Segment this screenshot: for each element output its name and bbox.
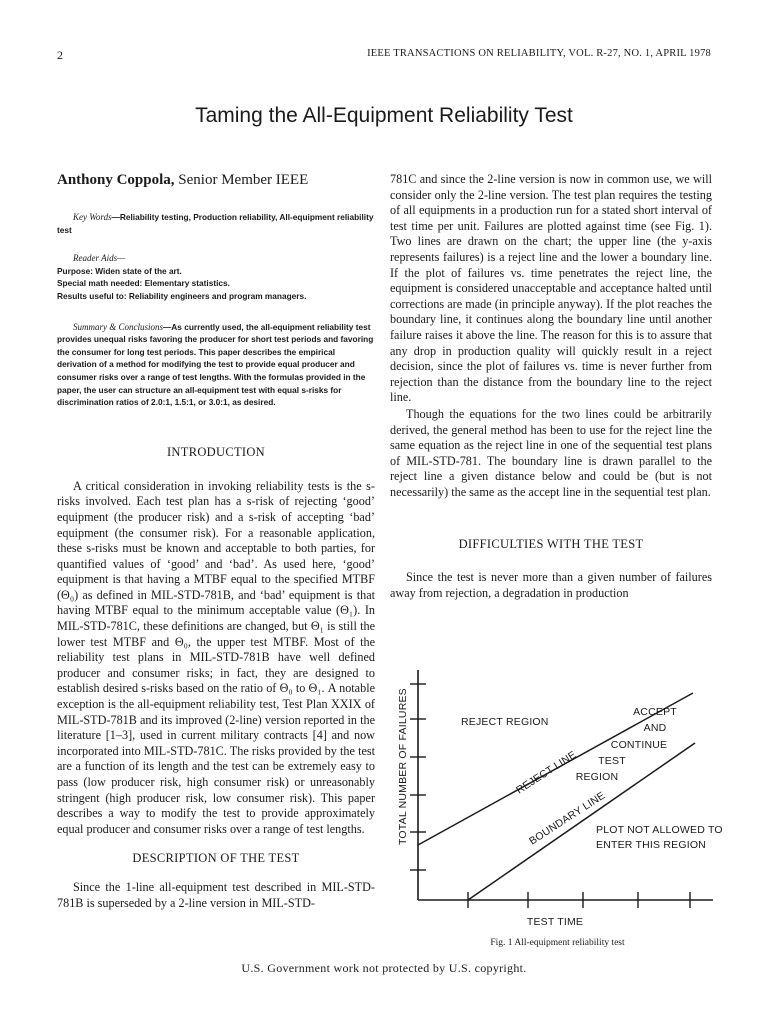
left-column xyxy=(57,172,375,912)
paper-title: Taming the All-Equipment Reliability Test xyxy=(195,104,573,127)
accept-region-line-1: ACCEPT xyxy=(633,706,677,718)
reject-line-label: REJECT LINE xyxy=(514,748,579,797)
running-head: IEEE TRANSACTIONS ON RELIABILITY, VOL. R-27, NO. 1, APRIL 1978 xyxy=(367,48,711,59)
description-continued-paragraph: 781C and since the 2-line version is now in common use, we will consider only the 2-line version. The test plan requires the testing of all equipments in a production run for a stated short interval of test time per unit. Failures are plotted against time (see Fig. 1). Two lines are drawn on the chart; the upper line (the y-axis represents failures) is a reject line and the lower a boundary line. If the plot of failures vs. time penetrates the reject line, the equipment is considered unacceptable and acceptance halted until corrections are made (in principle anyway). If the plot reaches the boundary line, it continues along the boundary line until another failure raises it above the line. The reason for this is to assure that any drop in production quality will quickly result in a reject decision, since the plot of failures vs. time is never further from rejection than the distance from the boundary line to the reject line. xyxy=(390,172,712,405)
description-equations-paragraph: Though the equations for the two lines could be arbitrarily derived, the general method has been to use for the reject line the same equation as the reject line in one of the sequential test plans of MIL-STD-781. The boundary line is drawn parallel to the reject line a given distance below and could be (but is not necessarily) the same as the accept line in the sequential test plan. xyxy=(390,406,712,499)
summary-text: —As currently used, the all-equipment reliability test provides unequal risks favoring the producer for short test periods and favoring the consumer for long test periods. This paper describes the empirical derivation of a method for modifying the test to provide equal producer and consumer risks over a range of test lengths. With the formulas provided in the paper, the user can structure an all-equipment test with equal s-risks for discrimination ratios of 2.0:1, 1.5:1, or 3.0:1, as desired. xyxy=(57,321,374,408)
introduction-paragraph: A critical consideration in invoking reliability tests is the s-risks involved. Each test plan has a s-risk of rejecting ‘good’ equipment (the producer risk) and a s-risk of accepting ‘bad’ equipment (the consumer risk). For a reasonable application, these s-risks must be known and acceptable to both parties, for quantified values of ‘good’ and ‘bad’. As used here, ‘good’ equipment is that having a MTBF equal to the specified MTBF (Θ₀) as defined in MIL-STD-781B, and ‘bad’ equipment is that having MTBF equal to the minimum acceptable value (Θ₁). In MIL-STD-781C, these definitions are changed, but Θ₁ is still the lower test MTBF and Θ₀, the upper test MTBF. Most of the reliability test plans in MIL-STD-781B have well defined producer and consumer risks; in fact, they are designed to establish desired s-risks based on the ratio of Θ₀ to Θ₁. A notable exception is the all-equipment reliability test, Test Plan XXIX of MIL-STD-781B and its improved (2-line) version reported in the literature [1–3], used in current military contracts [4] and now incorporated into MIL-STD-781C. The risks provided by the test are a function of its length and the test can be extremely easy to pass (low producer risk, high consumer risk) or unreasonably stringent (high producer risk, low consumer risk). This paper describes a way to modify the test to provide approximately equal producer and consumer risks over a range of test lengths. xyxy=(57,478,375,836)
boundary-line-label: BOUNDARY LINE xyxy=(527,789,608,848)
difficulties-paragraph: Since the test is never more than a given number of failures away from rejection, a degradation in production xyxy=(390,570,712,601)
key-words-text: —Reliability testing, Production reliability, All-equipment reliability test xyxy=(57,212,374,235)
accept-region-line-2: AND xyxy=(643,722,667,734)
author-name: Anthony Coppola, xyxy=(57,172,175,188)
not-allowed-region-line-1: PLOT NOT ALLOWED TO xyxy=(596,824,723,836)
boundary-line xyxy=(468,743,695,900)
page-number: 2 xyxy=(57,48,63,62)
figure-1 xyxy=(388,668,723,932)
y-axis-label: TOTAL NUMBER OF FAILURES xyxy=(397,688,409,845)
figure-1-diagram xyxy=(388,668,723,932)
not-allowed-region-line-2: ENTER THIS REGION xyxy=(596,839,706,851)
reader-aids-purpose: Purpose: Widen state of the art. xyxy=(57,265,182,276)
reader-aids-label: Reader Aids— xyxy=(73,253,126,264)
x-axis-label: TEST TIME xyxy=(526,916,584,928)
figure-caption: Fig. 1 All-equipment reliability test xyxy=(490,938,625,948)
summary-label: Summary & Conclusions xyxy=(73,321,163,332)
difficulties-heading: DIFFICULTIES WITH THE TEST xyxy=(458,537,644,552)
description-heading: DESCRIPTION OF THE TEST xyxy=(132,851,300,866)
copyright-notice: U.S. Government work not protected by U.S. copyright. xyxy=(241,961,527,975)
accept-region-line-4: TEST xyxy=(598,755,626,767)
right-column xyxy=(390,172,712,602)
reader-aids-math: Special math needed: Elementary statistics. xyxy=(57,278,230,289)
key-words xyxy=(57,211,375,236)
summary xyxy=(57,321,375,409)
author-affiliation: Senior Member IEEE xyxy=(174,172,309,188)
reject-region-label: REJECT REGION xyxy=(461,716,549,728)
description-paragraph: Since the 1-line all-equipment test described in MIL-STD-781B is superseded by a 2-line version in MIL-STD- xyxy=(57,880,375,910)
accept-region-line-5: REGION xyxy=(575,771,619,783)
key-words-label: Key Words xyxy=(73,212,112,222)
accept-region-line-3: CONTINUE xyxy=(610,739,668,751)
author-line xyxy=(57,172,375,189)
reader-aids-results: Results useful to: Reliability engineers and program managers. xyxy=(57,290,307,301)
introduction-heading: INTRODUCTION xyxy=(166,444,266,459)
